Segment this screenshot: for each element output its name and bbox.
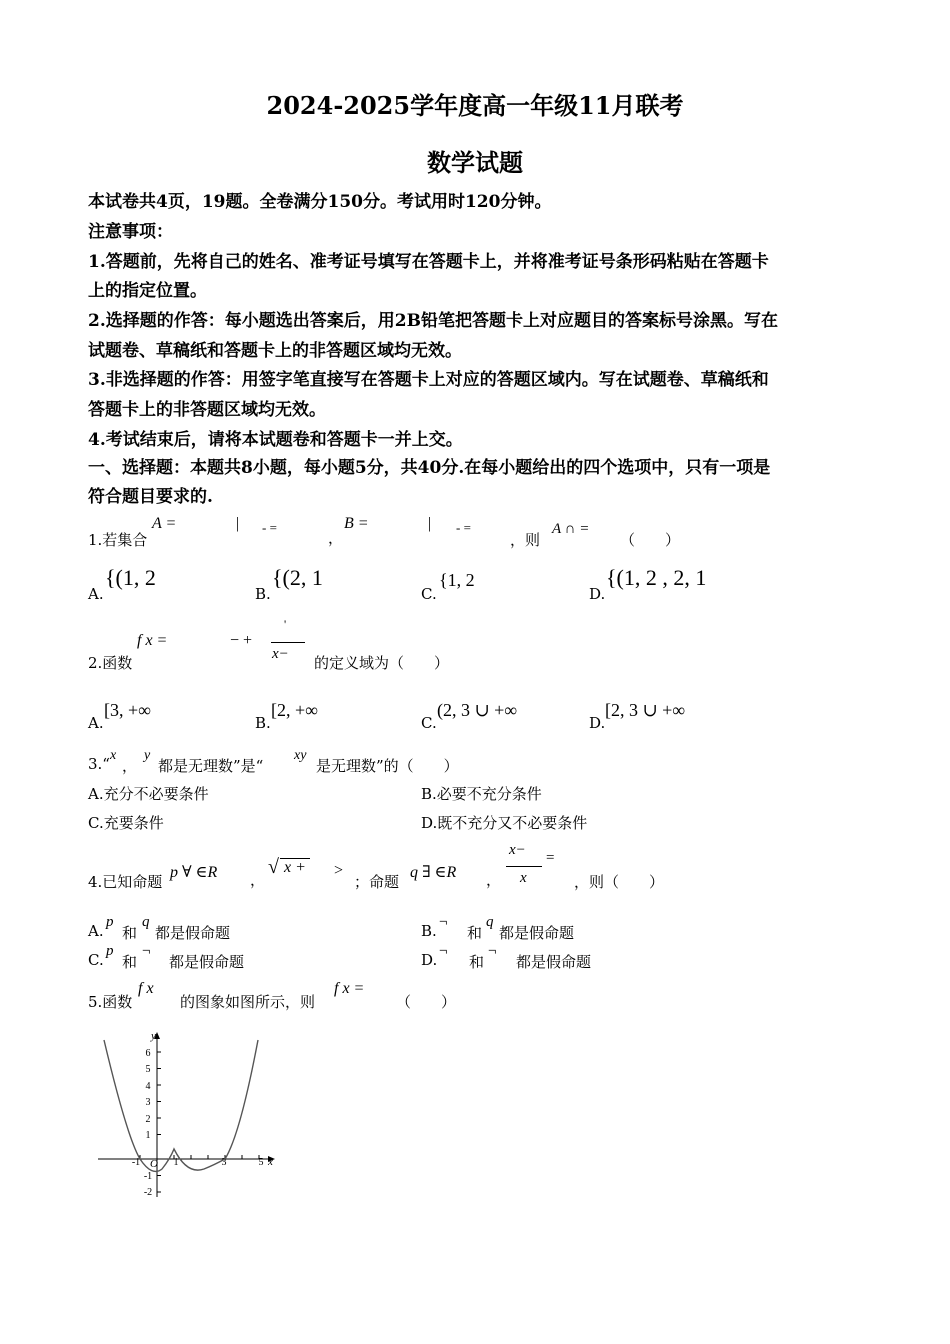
q1-set-b-cond: - = bbox=[456, 520, 471, 535]
q1-option-b: {(2, 1 bbox=[272, 565, 323, 590]
q4-greater: > bbox=[334, 862, 344, 879]
q2-prefix: 2.函数 bbox=[88, 654, 133, 672]
negation-icon: ¬ bbox=[439, 943, 448, 959]
q4-option-b-end: 都是假命题 bbox=[499, 924, 575, 942]
q3-xy: xy bbox=[294, 748, 307, 763]
q4-option-b-q: q bbox=[486, 914, 494, 930]
q4-comma: ， bbox=[250, 871, 266, 889]
q3-option-c: C.充要条件 bbox=[88, 814, 164, 832]
q2-option-d-label: D. bbox=[589, 714, 606, 732]
q4-option-a-label: A. bbox=[88, 922, 104, 940]
q2-fraction-numerator: ' bbox=[284, 617, 287, 631]
origin-label: O bbox=[150, 1158, 158, 1170]
y-tick-label: -1 bbox=[143, 1171, 153, 1182]
q3-prefix: 3.“ bbox=[88, 755, 110, 773]
q5-prefix: 5.函数 bbox=[88, 993, 133, 1011]
q1-set-b-bar: | bbox=[428, 515, 432, 532]
q4-option-a-end: 都是假命题 bbox=[155, 924, 231, 942]
q2-option-b-label: B. bbox=[255, 714, 271, 732]
sqrt-icon: √ bbox=[268, 856, 279, 878]
q1-option-a-label: A. bbox=[88, 585, 104, 603]
exam-title: 2024-2025学年度高一年级11月联考 bbox=[266, 91, 684, 120]
notice-item-1-cont: 上的指定位置。 bbox=[88, 281, 207, 301]
q4-prefix: 4.已知命题 bbox=[88, 873, 163, 891]
y-tick-label: 4 bbox=[145, 1081, 151, 1092]
q1-option-c: {1, 2 bbox=[439, 570, 475, 590]
y-tick-label: 2 bbox=[145, 1114, 151, 1125]
y-axis-label: y bbox=[151, 1030, 156, 1042]
q4-fraction-numerator: x− bbox=[509, 842, 526, 858]
q4-semicolon: ；命题 bbox=[354, 873, 400, 891]
q1-set-a-cond: - = bbox=[262, 520, 277, 535]
notice-item-2-cont: 试题卷、草稿纸和答题卡上的非答题区域均无效。 bbox=[88, 341, 462, 361]
q3-x: x bbox=[110, 748, 117, 763]
q4-option-a-q: q bbox=[142, 914, 150, 930]
q3-option-d: D.既不充分又不必要条件 bbox=[421, 814, 588, 832]
function-graph bbox=[90, 1025, 290, 1205]
q3-comma: ， bbox=[122, 757, 138, 775]
q4-option-a-and: 和 bbox=[122, 924, 138, 942]
x-tick-label: 3 bbox=[221, 1157, 227, 1168]
notice-item-2: 2.选择题的作答：每小题选出答案后，用2B铅笔把答题卡上对应题目的答案标号涂黑。写在 bbox=[88, 311, 778, 331]
q4-fraction-equals: = bbox=[546, 850, 555, 866]
fraction-bar bbox=[271, 642, 305, 643]
q2-function: f x = bbox=[137, 632, 168, 649]
negation-icon: ¬ bbox=[488, 943, 497, 959]
notice-item-3-cont: 答题卡上的非答题区域均无效。 bbox=[88, 400, 326, 420]
q1-intersection: A ∩ = bbox=[552, 521, 590, 537]
section-heading: 一、选择题：本题共8小题，每小题5分，共40分.在每小题给出的四个选项中，只有一项是 bbox=[88, 458, 771, 478]
notice-item-4: 4.考试结束后，请将本试题卷和答题卡一并上交。 bbox=[88, 430, 463, 450]
q1-option-a: {(1, 2 bbox=[105, 565, 156, 590]
x-tick-label: 1 bbox=[173, 1157, 179, 1168]
y-tick-label: 1 bbox=[145, 1130, 151, 1141]
q1-set-a: A = bbox=[152, 515, 177, 532]
q4-option-d-label: D. bbox=[421, 951, 438, 969]
q4-option-a-p: p bbox=[106, 914, 114, 930]
q4-fraction-denominator: x bbox=[520, 870, 527, 886]
q4-option-c-p: p bbox=[106, 943, 114, 959]
q4-option-c-label: C. bbox=[88, 951, 104, 969]
q1-paren: （ ） bbox=[620, 531, 681, 549]
q1-option-c-label: C. bbox=[421, 585, 437, 603]
exam-summary: 本试卷共4页，19题。全卷满分150分。考试用时120分钟。 bbox=[88, 192, 552, 212]
q4-comma-2: ， bbox=[486, 871, 502, 889]
notice-item-1: 1.答题前，先将自己的姓名、准考证号填写在答题卡上，并将准考证号条形码粘贴在答题卡 bbox=[88, 252, 769, 272]
q4-option-d-and: 和 bbox=[469, 953, 485, 971]
q2-option-c-label: C. bbox=[421, 714, 437, 732]
x-tick-label: 5 bbox=[258, 1157, 264, 1168]
q2-fraction-denominator: x− bbox=[272, 646, 289, 662]
negation-icon: ¬ bbox=[142, 943, 151, 959]
q5-paren: （ ） bbox=[396, 993, 457, 1011]
negation-icon: ¬ bbox=[439, 914, 448, 930]
q5-function: f x bbox=[138, 980, 154, 997]
exam-subtitle: 数学试题 bbox=[427, 148, 523, 177]
q1-prefix: 1.若集合 bbox=[88, 531, 148, 549]
function-curve bbox=[104, 1040, 258, 1171]
y-tick-label: 5 bbox=[145, 1064, 151, 1075]
q4-option-b-and: 和 bbox=[467, 924, 483, 942]
q2-suffix: 的定义域为（ ） bbox=[314, 654, 450, 672]
q1-then: ，则 bbox=[510, 531, 541, 549]
q4-option-c-end: 都是假命题 bbox=[169, 953, 245, 971]
q2-option-c: (2, 3 ∪ +∞ bbox=[437, 700, 518, 720]
notice-item-3: 3.非选择题的作答：用签字笔直接写在答题卡上对应的答题区域内。写在试题卷、草稿纸和 bbox=[88, 370, 769, 390]
q1-set-b: B = bbox=[344, 515, 369, 532]
q4-proposition-q: q ∃ ∈R bbox=[410, 864, 457, 881]
y-tick-label: 3 bbox=[145, 1097, 151, 1108]
q4-option-b-label: B. bbox=[421, 922, 437, 940]
q3-option-a: A.充分不必要条件 bbox=[88, 785, 209, 803]
q2-option-d: [2, 3 ∪ +∞ bbox=[605, 700, 686, 720]
x-axis-label: x bbox=[268, 1156, 273, 1168]
q2-expression: − + bbox=[230, 632, 253, 649]
q1-option-d: {(1, 2 , 2, 1 bbox=[606, 565, 707, 590]
q4-sqrt-expression: x + bbox=[280, 858, 310, 877]
q4-option-c-and: 和 bbox=[122, 953, 138, 971]
q4-option-d-end: 都是假命题 bbox=[516, 953, 592, 971]
q2-option-a: [3, +∞ bbox=[104, 700, 151, 720]
q2-option-a-label: A. bbox=[88, 714, 104, 732]
q4-p-expression: p ∀ ∈R bbox=[170, 864, 218, 881]
q1-option-b-label: B. bbox=[255, 585, 271, 603]
q1-option-d-label: D. bbox=[589, 585, 606, 603]
y-tick-label: -2 bbox=[143, 1187, 153, 1198]
q5-mid: 的图象如图所示，则 bbox=[180, 993, 316, 1011]
y-tick-label: 6 bbox=[145, 1048, 151, 1059]
q3-mid: 都是无理数”是“ bbox=[158, 757, 264, 775]
fraction-bar bbox=[506, 866, 542, 867]
q3-y: y bbox=[144, 748, 151, 763]
q2-option-b: [2, +∞ bbox=[271, 700, 318, 720]
q1-set-a-bar: | bbox=[236, 515, 240, 532]
x-tick-label: -1 bbox=[131, 1157, 141, 1168]
q3-suffix: 是无理数”的（ ） bbox=[316, 757, 459, 775]
q5-function-2: f x = bbox=[334, 980, 365, 997]
q4-proposition-p bbox=[170, 862, 217, 882]
q3-option-b: B.必要不充分条件 bbox=[421, 785, 542, 803]
section-heading-cont: 符合题目要求的. bbox=[88, 487, 213, 507]
notice-label: 注意事项： bbox=[88, 222, 173, 242]
q4-suffix: ，则（ ） bbox=[574, 873, 665, 891]
